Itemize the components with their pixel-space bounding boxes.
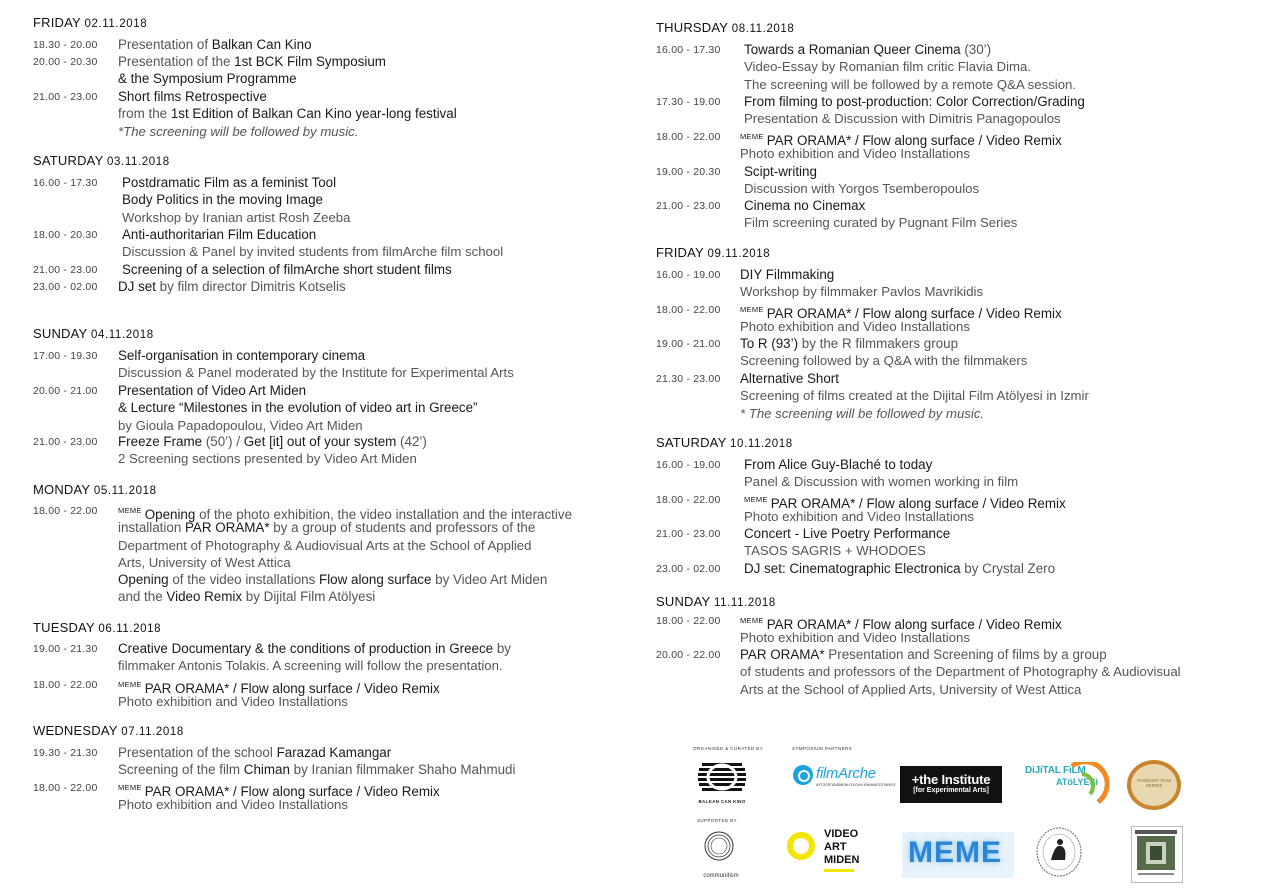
event-line	[740, 663, 1181, 680]
event-text: (30’)	[964, 42, 992, 57]
event-line	[118, 278, 346, 295]
event-line	[118, 347, 514, 364]
day-heading	[656, 20, 794, 35]
event-text: Discussion & Panel by invited students from filmArche film school	[122, 244, 504, 260]
event-line	[740, 301, 1062, 321]
event-text: 1st BCK Film Symposium	[234, 54, 386, 69]
event-line	[744, 110, 1085, 127]
event-text: of students and professors of the Department of Photography & Audiovisual	[740, 664, 1181, 680]
dijital-film-logo	[1022, 760, 1112, 810]
event-time: 21.00 - 23.00	[656, 200, 721, 212]
event-text: Arts at the School of Applied Arts, University of West Attica	[740, 681, 1082, 697]
event-time: 19.00 - 21.30	[33, 643, 98, 655]
event-time: 20.00 - 21.00	[33, 385, 98, 397]
event-text: PAR ORAMA* / Flow along surface / Video Remix	[766, 133, 1062, 148]
event-line	[118, 676, 440, 696]
event-description	[122, 226, 503, 261]
meme-tag: MEME	[744, 495, 768, 504]
event-line	[744, 525, 950, 542]
day-date: 08.11.2018	[731, 23, 795, 35]
event-text: by	[493, 641, 512, 656]
miden-l1: VIDEO	[824, 828, 859, 840]
institute-logo	[900, 766, 1002, 803]
event-text: (42’)	[400, 434, 427, 449]
event-text: DIY Filmmaking	[740, 267, 835, 282]
day-date: 02.11.2018	[84, 18, 148, 30]
event-text: Screening of a selection of filmArche short student films	[122, 262, 452, 277]
event-time: 16.00 - 19.00	[656, 459, 721, 471]
event-line	[118, 70, 386, 87]
event-text: Body Politics in the moving Image	[122, 192, 323, 208]
event-text: by the R filmmakers group	[798, 336, 959, 351]
event-time: 18.00 - 22.00	[656, 615, 721, 627]
event-description	[744, 560, 1055, 577]
organised-label: ORGANISED & CURATED BY	[693, 746, 763, 751]
event-text: PAR ORAMA* / Flow along surface / Video Remix	[144, 681, 440, 696]
event-line	[740, 352, 1027, 369]
day-name: SATURDAY	[33, 153, 108, 168]
event-line	[118, 36, 312, 53]
event-line	[740, 283, 983, 300]
partners-label: SYMPOSIUM PARTNERS	[792, 746, 853, 751]
event-line	[118, 744, 515, 761]
event-text: and the	[118, 589, 167, 605]
event-text: Photo exhibition and Video Installations	[118, 797, 348, 813]
event-line	[118, 571, 572, 588]
communitism-logo	[697, 828, 751, 878]
event-text: PAR ORAMA* / Flow along surface / Video Remix	[144, 784, 440, 799]
event-time: 18.30 - 20.00	[33, 39, 98, 51]
event-description	[118, 88, 457, 140]
event-line	[122, 174, 350, 191]
event-description	[740, 612, 1062, 647]
event-line	[740, 387, 1089, 404]
event-description	[122, 174, 350, 226]
event-description	[118, 36, 312, 53]
event-line	[744, 473, 1018, 490]
day-date: 03.11.2018	[107, 156, 170, 168]
day-name: SUNDAY	[656, 594, 714, 609]
event-text: Creative Documentary & the conditions of production in Greece	[118, 641, 494, 656]
university-seal-logo	[1035, 826, 1083, 878]
event-text: PAR ORAMA*	[185, 520, 270, 536]
event-line	[118, 640, 511, 657]
event-text: DJ set: Cinematographic Electronica	[744, 561, 961, 576]
event-text: Self-organisation in contemporary cinema	[118, 348, 366, 363]
institute-l1: +the Institute	[911, 772, 991, 787]
institute-l2: [for Experimental Arts]	[913, 787, 989, 794]
event-text: Screening followed by a Q&A with the filmmakers	[740, 353, 1028, 369]
meme-tag: MEME	[118, 680, 142, 689]
meme-text: MEME	[908, 836, 1002, 869]
filmarche-circle-icon	[793, 765, 813, 785]
event-text: Video Remix	[166, 589, 243, 605]
event-line	[744, 491, 1066, 511]
event-text: Postdramatic Film as a feminist Tool	[122, 175, 337, 190]
day-heading	[656, 594, 776, 609]
event-text: Photo exhibition and Video Installations	[740, 146, 970, 162]
event-text: by a group of students and professors of the	[269, 520, 536, 536]
balkan-label: BALKAN CAN KINO	[698, 799, 746, 804]
event-description	[744, 525, 950, 560]
event-line	[118, 53, 386, 70]
balkan-can-kino-logo	[698, 762, 746, 802]
meme-tag: MEME	[740, 305, 764, 314]
event-line	[118, 433, 427, 450]
dijital-l2: ATöLYESi	[1056, 777, 1099, 787]
event-text: Anti-authoritarian Film Education	[122, 227, 317, 242]
day-heading	[33, 620, 161, 635]
event-line	[118, 588, 572, 605]
event-text: Chiman	[243, 762, 290, 778]
event-text: Screening of the film	[118, 762, 244, 778]
day-heading	[656, 245, 770, 260]
event-text: Workshop by Iranian artist Rosh Zeeba	[122, 209, 351, 225]
event-line	[744, 542, 950, 559]
filmarche-sub: ΑΥΤΟΟΡΓΑΝΩΜΕΝΗ ΣΧΟΛΗ ΚΙΝΗΜΑΤΟΓΡΑΦΟΥ	[816, 783, 896, 787]
event-description	[118, 347, 514, 382]
event-description	[740, 370, 1089, 422]
event-description	[744, 41, 1076, 93]
event-description	[118, 779, 440, 814]
event-text: Presentation & Discussion with Dimitris Panagopoulos	[744, 111, 1061, 127]
dijital-l1: DiJiTAL FiLM	[1025, 765, 1086, 776]
meme-tag: MEME	[118, 783, 142, 792]
day-name: THURSDAY	[656, 20, 732, 35]
event-text: Presentation of	[118, 37, 212, 52]
event-line	[118, 382, 478, 399]
event-time: 20.00 - 20.30	[33, 56, 98, 68]
event-text: From Alice Guy-Blaché to today	[744, 457, 933, 472]
event-text: Get [it] out of your system	[243, 434, 401, 449]
meme-tag: MEME	[740, 616, 764, 625]
video-art-miden-logo	[787, 828, 877, 876]
event-text: & the Symposium Programme	[118, 71, 297, 87]
event-description	[118, 382, 478, 434]
event-text: PAR ORAMA* / Flow along surface / Video Remix	[770, 496, 1066, 511]
event-time: 18.00 - 22.00	[656, 304, 721, 316]
miden-circle-icon	[787, 832, 815, 860]
event-text: Cinema no Cinemax	[744, 198, 866, 213]
filmarche-text: filmArche	[816, 765, 876, 782]
event-description	[118, 676, 440, 711]
event-text: & Lecture “Milestones in the evolution of video art in Greece”	[118, 400, 478, 416]
event-text: filmmaker Antonis Tolakis. A screening will follow the presentation.	[118, 658, 503, 674]
event-line	[118, 364, 514, 381]
day-date: 10.11.2018	[730, 438, 793, 450]
meme-tag: MEME	[118, 506, 142, 515]
event-time: 20.00 - 22.00	[656, 649, 721, 661]
day-heading	[33, 153, 170, 168]
event-text: Video-Essay by Romanian film critic Flavia Dima.	[744, 59, 1032, 75]
event-line	[744, 58, 1076, 75]
event-text: Discussion & Panel moderated by the Institute for Experimental Arts	[118, 365, 514, 381]
event-time: 18.00 - 22.00	[33, 782, 98, 794]
event-text: 1st Edition of Balkan Can Kino year-long festival	[170, 106, 457, 122]
event-line	[740, 128, 1062, 148]
day-date: 09.11.2018	[707, 248, 771, 260]
communitism-circle-icon	[697, 828, 751, 868]
event-text: The screening will be followed by a remote Q&A session.	[744, 76, 1077, 92]
event-text: installation	[118, 520, 185, 536]
event-line	[744, 41, 1076, 58]
event-text: Photo exhibition and Video Installations	[740, 630, 970, 646]
event-time: 18.00 - 20.30	[33, 229, 98, 241]
event-text: Flow along surface	[319, 572, 432, 588]
event-time: 18.00 - 22.00	[656, 131, 721, 143]
dijital-arc-icon	[1068, 762, 1110, 808]
event-line	[740, 370, 1089, 387]
event-text: Towards a Romanian Queer Cinema	[744, 42, 965, 57]
event-text: by Gioula Papadopoulou, Video Art Miden	[118, 417, 363, 433]
school-emblem-logo	[1131, 826, 1183, 883]
event-line	[744, 456, 1018, 473]
event-time: 16.00 - 17.30	[33, 177, 98, 189]
day-heading	[33, 482, 157, 497]
balkan-stripes-icon	[698, 762, 746, 794]
event-text: from the	[118, 106, 171, 122]
event-text: 2 Screening sections presented by Video Art Miden	[118, 451, 417, 467]
university-seal-icon	[1035, 826, 1083, 878]
event-line	[744, 93, 1085, 110]
meme-logo	[902, 832, 1014, 878]
event-time: 19.30 - 21.30	[33, 747, 98, 759]
event-line	[740, 646, 1181, 663]
miden-text	[824, 828, 859, 867]
event-description	[744, 491, 1066, 526]
event-text: Arts, University of West Attica	[118, 554, 291, 570]
event-text: Short films Retrospective	[118, 89, 267, 104]
event-text: Presentation and Screening of films by a group	[824, 647, 1107, 662]
event-text: TASOS SAGRIS + WHODOES	[744, 543, 926, 559]
event-line	[122, 209, 350, 226]
event-line	[118, 399, 478, 416]
day-heading	[33, 723, 184, 738]
event-line	[740, 681, 1181, 698]
event-text: PAR ORAMA* / Flow along surface / Video Remix	[766, 617, 1062, 632]
day-name: SATURDAY	[656, 435, 731, 450]
event-time: 21.00 - 23.00	[33, 91, 98, 103]
meme-tag: MEME	[740, 132, 764, 141]
event-text: Workshop by filmmaker Pavlos Mavrikidis	[740, 284, 984, 300]
event-time: 21.30 - 23.00	[656, 373, 721, 385]
event-description	[744, 197, 1017, 232]
event-line	[118, 657, 511, 674]
day-heading	[33, 15, 147, 30]
event-time: 19.00 - 21.00	[656, 338, 721, 350]
event-description	[740, 335, 1027, 370]
event-description	[118, 744, 515, 779]
event-description	[744, 93, 1085, 128]
event-description	[740, 266, 983, 301]
miden-l2: ART	[824, 841, 847, 853]
day-heading	[33, 326, 154, 341]
event-text: Department of Photography & Audiovisual Arts at the School of Applied	[118, 537, 532, 553]
event-text: Alternative Short	[740, 371, 839, 386]
event-line	[118, 88, 457, 105]
event-line	[740, 335, 1027, 352]
event-line	[740, 405, 1089, 422]
event-text: of the video installations	[172, 572, 320, 588]
day-name: SUNDAY	[33, 326, 91, 341]
day-date: 04.11.2018	[91, 329, 154, 341]
event-line	[740, 612, 1062, 632]
event-time: 18.00 - 22.00	[33, 505, 98, 517]
day-date: 05.11.2018	[93, 485, 157, 497]
event-text: DJ set	[118, 279, 160, 294]
pugnant-logo	[1127, 760, 1181, 810]
event-text: Photo exhibition and Video Installations	[740, 319, 970, 335]
event-line	[118, 502, 573, 522]
event-text: by Video Art Miden	[431, 572, 548, 588]
event-line	[744, 560, 1055, 577]
day-name: MONDAY	[33, 482, 94, 497]
event-line	[118, 123, 457, 140]
supported-label: SUPPORTED BY	[697, 818, 737, 823]
event-description	[740, 128, 1062, 163]
event-text: Presentation of the	[118, 54, 235, 69]
event-line	[744, 197, 1017, 214]
event-text: Balkan Can Kino	[211, 37, 312, 52]
event-text: Screening of films created at the Dijital Film Atölyesi in Izmir	[740, 388, 1089, 404]
day-date: 11.11.2018	[714, 597, 776, 609]
event-time: 21.00 - 23.00	[656, 528, 721, 540]
event-text: by Crystal Zero	[960, 561, 1056, 576]
event-description	[118, 278, 346, 295]
day-name: FRIDAY	[656, 245, 708, 260]
event-description	[118, 502, 572, 606]
event-description	[122, 261, 452, 278]
event-line	[118, 779, 440, 799]
event-text: Film screening curated by Pugnant Film Series	[744, 215, 1018, 231]
event-text: Panel & Discussion with women working in film	[744, 474, 1019, 490]
event-description	[744, 163, 979, 198]
event-time: 18.00 - 22.00	[33, 679, 98, 691]
event-line	[118, 537, 572, 554]
event-text: Presentation of Video Art Miden	[118, 383, 307, 398]
event-line	[122, 226, 503, 243]
event-time: 18.00 - 22.00	[656, 494, 721, 506]
event-text: of the photo exhibition, the video installation and the interactive	[199, 507, 573, 522]
event-text: Farazad Kamangar	[276, 745, 392, 760]
event-time: 17.00 - 19.30	[33, 350, 98, 362]
event-time: 19.00 - 20.30	[656, 166, 721, 178]
filmarche-logo	[793, 765, 896, 793]
event-line	[744, 163, 979, 180]
day-name: WEDNESDAY	[33, 723, 122, 738]
event-text: From filming to post-production: Color Correction/Grading	[744, 94, 1085, 109]
day-name: TUESDAY	[33, 620, 99, 635]
event-text: Photo exhibition and Video Installations	[744, 509, 974, 525]
event-description	[740, 301, 1062, 336]
event-line	[118, 450, 427, 467]
day-name: FRIDAY	[33, 15, 85, 30]
emblem-image-icon	[1137, 836, 1175, 870]
event-line	[122, 243, 503, 260]
event-text: by Dijital Film Atölyesi	[242, 589, 376, 605]
pugnant-text: PUGNANT FILM SERIES	[1137, 778, 1171, 788]
day-date: 07.11.2018	[121, 726, 184, 738]
day-date: 06.11.2018	[98, 623, 162, 635]
event-text: by film director Dimitris Kotselis	[159, 279, 346, 294]
event-text: To R (93’)	[740, 336, 799, 351]
event-time: 21.00 - 23.00	[33, 264, 98, 276]
event-time: 16.00 - 19.00	[656, 269, 721, 281]
event-text: Opening	[118, 572, 173, 588]
event-text: *The screening will be followed by music.	[118, 123, 359, 139]
event-time: 23.00 - 02.00	[656, 563, 721, 575]
communitism-text: communitism	[703, 873, 739, 879]
event-time: 23.00 - 02.00	[33, 281, 98, 293]
event-line	[118, 417, 478, 434]
event-line	[118, 554, 572, 571]
event-text: Discussion with Yorgos Tsemberopoulos	[744, 181, 980, 197]
event-description	[740, 646, 1181, 698]
event-line	[118, 105, 457, 122]
event-description	[118, 640, 511, 675]
event-time: 17.30 - 19.00	[656, 96, 721, 108]
event-text: PAR ORAMA*	[740, 647, 825, 662]
event-text: (50’) /	[205, 434, 244, 449]
event-line	[744, 214, 1017, 231]
event-text: Photo exhibition and Video Installations	[118, 694, 348, 710]
event-text: Freeze Frame	[118, 434, 206, 449]
event-line	[744, 76, 1076, 93]
event-line	[744, 180, 979, 197]
event-text: Opening	[144, 507, 200, 522]
event-text: Concert - Live Poetry Performance	[744, 526, 951, 541]
event-description	[118, 53, 386, 88]
event-text: Scipt-writing	[744, 164, 817, 179]
event-description	[118, 433, 427, 468]
event-description	[744, 456, 1018, 491]
event-time: 16.00 - 17.30	[656, 44, 721, 56]
miden-l3: MIDEN	[824, 854, 860, 866]
event-line	[122, 191, 350, 208]
event-text: PAR ORAMA* / Flow along surface / Video Remix	[766, 306, 1062, 321]
event-line	[122, 261, 452, 278]
event-text: Presentation of the school	[118, 745, 277, 760]
day-heading	[656, 435, 793, 450]
event-text: by Iranian filmmaker Shaho Mahmudi	[289, 762, 516, 778]
event-line	[740, 266, 983, 283]
event-line	[118, 761, 515, 778]
event-time: 21.00 - 23.00	[33, 436, 98, 448]
event-text: * The screening will be followed by music.	[740, 405, 985, 421]
event-line	[118, 519, 572, 536]
